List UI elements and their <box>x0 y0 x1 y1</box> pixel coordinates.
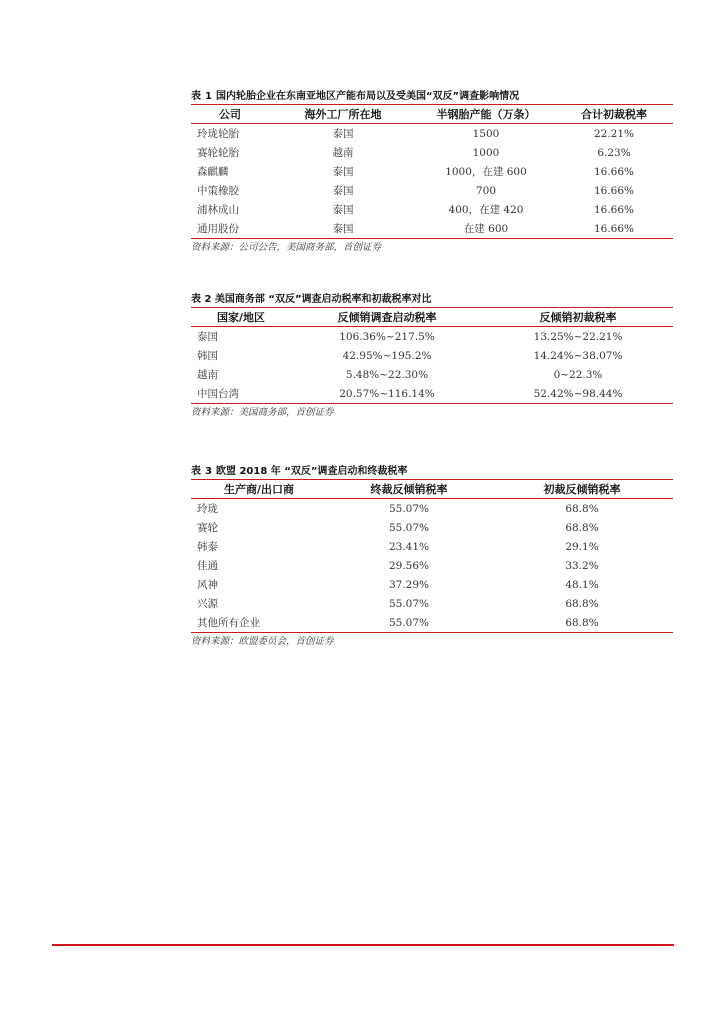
table-1-cell: 赛轮轮胎 <box>197 147 239 159</box>
table-2-block <box>191 293 673 421</box>
table-2-cell: 13.25%~22.21% <box>533 330 623 343</box>
table-3-cell: 韩泰 <box>197 541 218 553</box>
table-1 <box>191 104 673 239</box>
table-row <box>191 499 673 519</box>
table-3-cell: 68.8% <box>565 502 599 515</box>
table-2-cell: 越南 <box>197 369 218 381</box>
table-2-cell: 韩国 <box>197 350 218 362</box>
table-2 <box>191 307 673 404</box>
table-1-cell: 泰国 <box>332 185 354 197</box>
footer-divider <box>52 944 674 946</box>
table-3-cell: 赛轮 <box>197 522 218 534</box>
table-3-cell: 55.07% <box>388 502 430 515</box>
table-3-cell: 68.8% <box>565 597 599 610</box>
table-3-header-prelim-rate: 初裁反倾销税率 <box>543 483 621 496</box>
table-3-caption-number: 3 <box>205 466 212 477</box>
table-1-cell: 泰国 <box>332 128 354 140</box>
table-1-cell: 森麒麟 <box>197 166 229 178</box>
table-1-cell: 6.23% <box>597 146 631 159</box>
table-1-cell: 中策橡胶 <box>197 185 239 197</box>
table-2-cell: 0~22.3% <box>553 368 603 381</box>
table-1-cell: 越南 <box>332 147 354 159</box>
table-1-header-company: 公司 <box>219 108 241 121</box>
table-1-block <box>191 90 673 256</box>
table-1-header-row <box>191 105 673 124</box>
table-3-cell: 33.2% <box>565 559 599 572</box>
table-1-cell: 浦林成山 <box>197 204 239 216</box>
table-3-cell: 29.56% <box>388 559 430 572</box>
table-1-cell: 16.66% <box>593 165 635 178</box>
table-3-header-final-rate: 终裁反倾销税率 <box>370 483 448 496</box>
table-3-cell: 55.07% <box>388 597 430 610</box>
table-1-cell: 400，在建 420 <box>448 204 524 216</box>
table-row <box>191 346 673 365</box>
table-3-caption-prefix: 表 <box>191 466 201 477</box>
table-2-source: 资料来源：美国商务部，首创证券 <box>191 407 334 418</box>
table-2-cell: 106.36%~217.5% <box>339 330 435 343</box>
table-1-caption <box>191 90 673 104</box>
table-3 <box>191 479 673 633</box>
table-2-cell: 泰国 <box>197 331 218 343</box>
table-3-source: 资料来源：欧盟委员会，首创证券 <box>191 636 334 647</box>
table-3-cell: 68.8% <box>565 616 599 629</box>
table-3-cell: 玲珑 <box>197 503 218 515</box>
table-row <box>191 575 673 594</box>
table-3-header-producer: 生产商/出口商 <box>223 483 295 496</box>
table-3-cell: 风神 <box>197 579 218 591</box>
table-2-cell: 42.95%~195.2% <box>342 349 432 362</box>
table-2-header-initial-rate: 反倾销调查启动税率 <box>337 311 437 324</box>
table-3-cell: 兴源 <box>197 598 218 610</box>
table-1-cell: 泰国 <box>332 223 354 235</box>
table-1-cell: 泰国 <box>332 204 354 216</box>
table-2-cell: 14.24%~38.07% <box>533 349 623 362</box>
table-row <box>191 365 673 384</box>
table-1-cell: 700 <box>475 184 497 197</box>
table-3-cell: 佳通 <box>197 560 218 572</box>
table-3-cell: 68.8% <box>565 521 599 534</box>
table-row <box>191 327 673 347</box>
table-row <box>191 162 673 181</box>
table-1-cell: 泰国 <box>332 166 354 178</box>
table-1-cell: 16.66% <box>593 222 635 235</box>
table-1-cell: 玲珑轮胎 <box>197 128 239 140</box>
table-3-caption <box>191 465 673 479</box>
table-3-cell: 其他所有企业 <box>197 617 260 629</box>
table-row <box>191 219 673 239</box>
table-row <box>191 200 673 219</box>
table-2-caption: 表 2 美国商务部 “双反”调查启动税率和初裁税率对比 <box>191 294 432 305</box>
table-1-cell: 16.66% <box>593 203 635 216</box>
table-row <box>191 124 673 144</box>
table-1-cell: 22.21% <box>593 127 635 140</box>
table-3-cell: 55.07% <box>388 616 430 629</box>
table-row <box>191 143 673 162</box>
table-1-caption-prefix: 表 <box>191 91 201 102</box>
table-2-cell: 52.42%~98.44% <box>533 387 623 400</box>
table-3-block <box>191 465 673 650</box>
table-3-header-row <box>191 480 673 499</box>
table-1-cell: 通用股份 <box>197 223 239 235</box>
table-1-cell: 1000，在建 600 <box>445 166 527 178</box>
table-1-header-location: 海外工厂所在地 <box>304 108 382 121</box>
table-1-cell: 1000 <box>472 146 500 159</box>
table-1-source: 资料来源：公司公告，美国商务部，首创证券 <box>191 242 382 253</box>
table-2-header-row <box>191 308 673 327</box>
table-1-caption-number: 1 <box>205 91 212 102</box>
table-3-cell: 48.1% <box>565 578 599 591</box>
table-3-cell: 37.29% <box>388 578 430 591</box>
table-3-caption-text: 欧盟 2018 年 “双反”调查启动和终裁税率 <box>215 466 408 477</box>
table-row <box>191 613 673 633</box>
table-2-cell: 5.48%~22.30% <box>345 368 429 381</box>
table-row <box>191 594 673 613</box>
table-2-header-region: 国家/地区 <box>216 311 266 324</box>
table-2-cell: 中国台湾 <box>197 388 239 400</box>
table-row <box>191 518 673 537</box>
table-1-cell: 1500 <box>472 127 500 140</box>
table-3-cell: 55.07% <box>388 521 430 534</box>
table-1-cell: 16.66% <box>593 184 635 197</box>
table-1-header-rate: 合计初裁税率 <box>581 108 647 121</box>
table-1-caption-text: 国内轮胎企业在东南亚地区产能布局以及受美国“双反”调查影响情况 <box>215 91 520 102</box>
table-1-header-capacity: 半钢胎产能（万条） <box>436 108 536 121</box>
table-row <box>191 384 673 404</box>
table-1-cell: 在建 600 <box>463 223 509 235</box>
table-row <box>191 556 673 575</box>
table-2-header-prelim-rate: 反倾销初裁税率 <box>539 311 617 324</box>
table-3-cell: 23.41% <box>388 540 430 553</box>
table-row <box>191 181 673 200</box>
table-2-cell: 20.57%~116.14% <box>339 387 435 400</box>
table-row <box>191 537 673 556</box>
table-3-cell: 29.1% <box>565 540 599 553</box>
